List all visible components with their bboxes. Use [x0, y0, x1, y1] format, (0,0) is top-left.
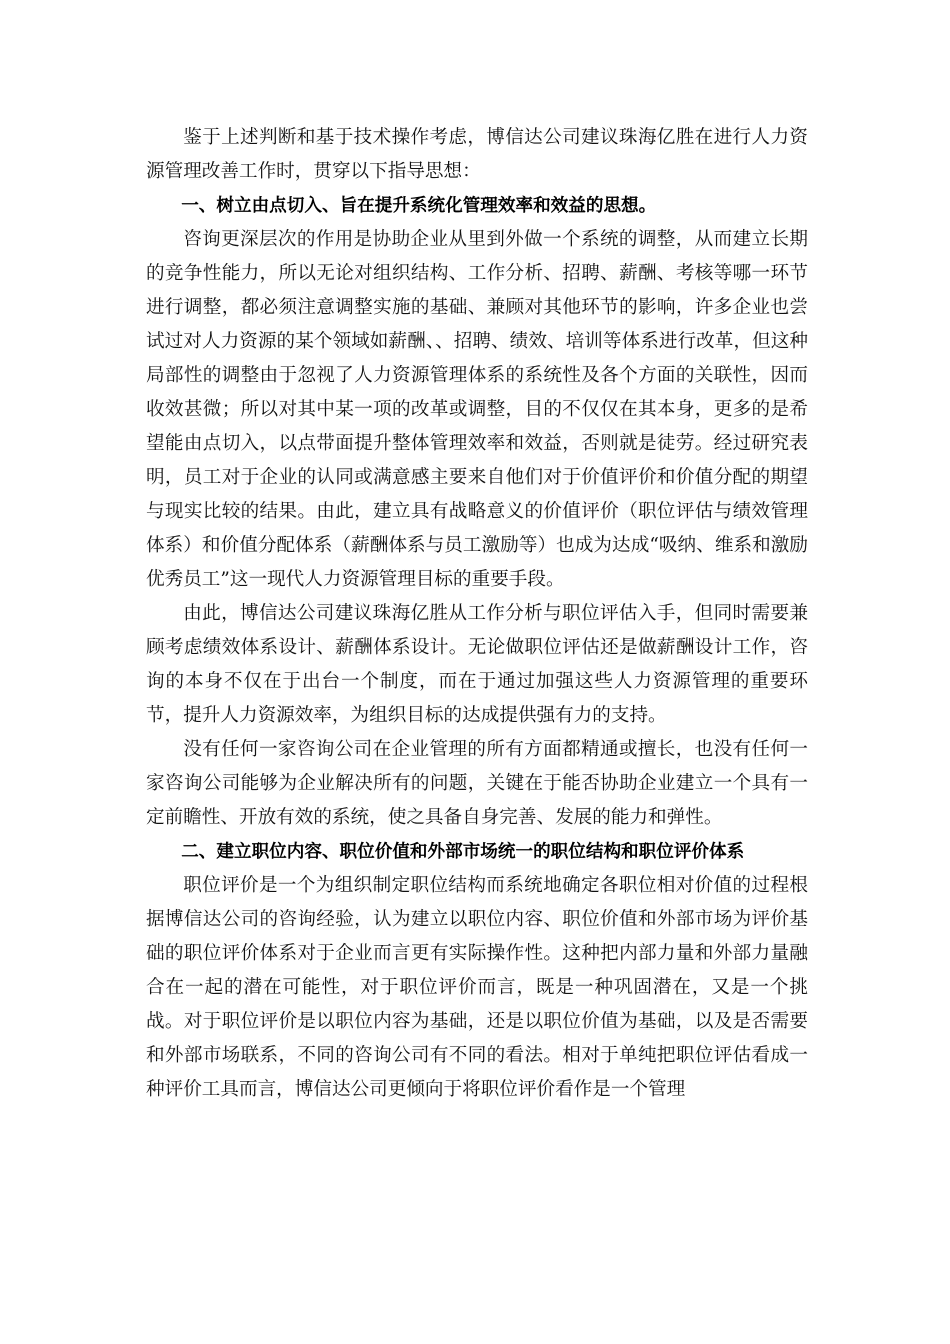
paragraph-system-consulting: 咨询更深层次的作用是协助企业从里到外做一个系统的调整，从而建立长期的竞争性能力，所以无论对组织结构、工作分析、招聘、薪酬、考核等哪一环节进行调整，都必须注意调整实施的基础、兼顾对其他环节的影响，许多企业也尝试过对人力资源的某个领域如薪酬、、招聘、绩效、培训等体系进行改革，但这种局部性的调整由于忽视了人力资源管理体系的系统性及各个方面的关联性，因而收效甚微；所以对其中某一项的改革或调整，目的不仅仅在其本身，更多的是希望能由点切入，以点带面提升整体管理效率和效益，否则就是徒劳。经过研究表明，员工对于企业的认同或满意感主要来自他们对于价值评价和价值分配的期望与现实比较的结果。由此，建立具有战略意义的价值评价（职位评估与绩效管理体系）和价值分配体系（薪酬体系与员工激励等）也成为达成“吸纳、维系和激励优秀员工”这一现代人力资源管理目标的重要手段。	[146, 229, 808, 590]
paragraph-intro: 鉴于上述判断和基于技术操作考虑，博信达公司建议珠海亿胜在进行人力资源管理改善工作时，贯穿以下指导思想：	[146, 127, 808, 182]
section-heading-1: 一、树立由点切入、旨在提升系统化管理效率和效益的思想。	[181, 196, 657, 216]
paragraph-job-evaluation: 职位评价是一个为组织制定职位结构而系统地确定各职位相对价值的过程根据博信达公司的咨询经验，认为建立以职位内容、职位价值和外部市场为评价基础的职位评价体系对于企业而言更有实际操作性。这种把内部力量和外部力量融合在一起的潜在可能性，对于职位评价而言，既是一种巩固潜在，又是一个挑战。对于职位评价是以职位内容为基础，还是以职位价值为基础，以及是否需要和外部市场联系，不同的咨询公司有不同的看法。相对于单纯把职位评估看成一种评价工具而言，博信达公司更倾向于将职位评价看作是一个管理	[146, 875, 808, 1100]
document-body	[146, 121, 808, 1107]
paragraph-no-firm-perfect: 没有任何一家咨询公司在企业管理的所有方面都精通或擅长，也没有任何一家咨询公司能够为企业解决所有的问题，关键在于能否协助企业建立一个具有一定前瞻性、开放有效的系统，使之具备自身完善、发展的能力和弹性。	[146, 739, 808, 828]
section-heading-2: 二、建立职位内容、职位价值和外部市场统一的职位结构和职位评价体系	[181, 842, 745, 862]
paragraph-recommendation: 由此，博信达公司建议珠海亿胜从工作分析与职位评估入手，但同时需要兼顾考虑绩效体系设计、薪酬体系设计。无论做职位评估还是做薪酬设计工作，咨询的本身不仅在于出台一个制度，而在于通过加强这些人力资源管理的重要环节，提升人力资源效率，为组织目标的达成提供强有力的支持。	[146, 603, 808, 726]
